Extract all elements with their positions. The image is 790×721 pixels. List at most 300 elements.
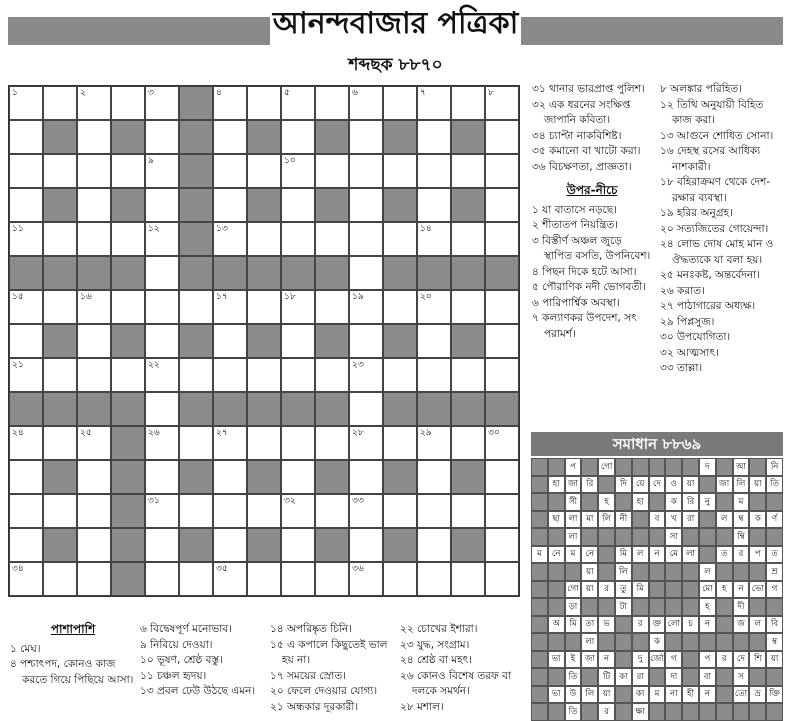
solution-cell [649, 598, 666, 616]
grid-cell[interactable] [43, 290, 77, 324]
grid-cell[interactable] [43, 222, 77, 256]
grid-cell[interactable] [451, 290, 485, 324]
grid-cell[interactable] [315, 494, 349, 528]
grid-cell[interactable] [315, 358, 349, 392]
grid-cell[interactable] [145, 392, 179, 426]
solution-cell [598, 476, 615, 494]
block-cell [179, 154, 213, 188]
grid-cell[interactable] [281, 290, 315, 324]
solution-cell [682, 528, 699, 546]
block-cell [315, 528, 349, 562]
grid-cell[interactable] [9, 562, 43, 596]
solution-cell [699, 546, 716, 564]
grid-cell[interactable] [349, 290, 383, 324]
across-clue: ১৪ অপরিষ্কৃত চিনি। [270, 623, 352, 635]
grid-cell[interactable] [451, 494, 485, 528]
block-cell [451, 120, 485, 154]
solution-cell: নে [581, 546, 598, 564]
grid-cell[interactable] [485, 324, 519, 358]
block-cell [179, 222, 213, 256]
grid-cell[interactable] [213, 562, 247, 596]
grid-cell[interactable] [349, 324, 383, 358]
grid-cell[interactable] [417, 494, 451, 528]
down-clue: ২৫ মনঃকষ্ট, অন্তর্বেদনা। [660, 269, 760, 281]
grid-cell[interactable] [9, 86, 43, 120]
solution-cell [615, 686, 632, 704]
across-clue: ২০ ফেলে দেওয়ার যোগ্য। [270, 685, 378, 697]
grid-cell[interactable] [213, 120, 247, 154]
clue-number: ৩১ [148, 496, 160, 506]
solution-cell [749, 563, 766, 581]
grid-cell[interactable] [349, 120, 383, 154]
grid-cell[interactable] [111, 86, 145, 120]
block-cell [315, 392, 349, 426]
grid-cell[interactable] [9, 528, 43, 562]
block-cell [43, 324, 77, 358]
grid-cell[interactable] [9, 154, 43, 188]
grid-cell[interactable] [383, 222, 417, 256]
grid-cell[interactable] [349, 562, 383, 596]
grid-cell[interactable] [145, 494, 179, 528]
solution-cell: ন [649, 546, 666, 564]
grid-cell[interactable] [281, 460, 315, 494]
grid-cell[interactable] [281, 426, 315, 460]
grid-cell[interactable] [315, 86, 349, 120]
down-clue: ১ যা বাতাসে নড়ছে। [532, 203, 617, 216]
solution-cell: ভ [598, 616, 615, 634]
grid-cell[interactable] [417, 188, 451, 222]
grid-cell[interactable] [485, 426, 519, 460]
grid-cell[interactable] [417, 358, 451, 392]
block-cell [383, 460, 417, 494]
grid-cell[interactable] [281, 562, 315, 596]
solution-cell: ম [733, 493, 750, 511]
grid-cell[interactable] [451, 358, 485, 392]
solution-cell [598, 598, 615, 616]
solution-cell: বি [766, 616, 783, 634]
block-cell [383, 324, 417, 358]
down-clue: ৪ পিছন দিকে হটে আসা। [532, 265, 637, 278]
grid-cell[interactable] [383, 290, 417, 324]
grid-cell[interactable] [417, 222, 451, 256]
grid-cell[interactable] [111, 154, 145, 188]
grid-cell[interactable] [247, 86, 281, 120]
grid-cell[interactable] [111, 222, 145, 256]
grid-cell[interactable] [281, 222, 315, 256]
solution-cell [598, 528, 615, 546]
solution-cell [649, 668, 666, 686]
grid-cell[interactable] [179, 494, 213, 528]
block-cell [281, 392, 315, 426]
block-cell [315, 256, 349, 290]
grid-cell[interactable] [485, 562, 519, 596]
grid-cell[interactable] [417, 86, 451, 120]
grid-cell[interactable] [145, 222, 179, 256]
solution-cell [766, 493, 783, 511]
grid-cell[interactable] [213, 324, 247, 358]
solution-cell: গো [565, 581, 582, 599]
grid-cell[interactable] [485, 120, 519, 154]
grid-cell[interactable] [451, 562, 485, 596]
grid-cell[interactable] [485, 154, 519, 188]
solution-cell [615, 528, 632, 546]
grid-cell[interactable] [179, 290, 213, 324]
grid-cell[interactable] [349, 256, 383, 290]
grid-cell[interactable] [179, 358, 213, 392]
grid-cell[interactable] [9, 460, 43, 494]
down-clue: ৭ কল্যাণকর উপদেশ, সৎ পরামর্শ। [532, 312, 637, 340]
solution-cell: ক [749, 511, 766, 529]
grid-cell[interactable] [281, 120, 315, 154]
solution-cell [665, 458, 682, 476]
grid-cell[interactable] [417, 154, 451, 188]
block-cell [111, 528, 145, 562]
grid-cell[interactable] [9, 358, 43, 392]
down-clue: ৩২ আত্মসাৎ। [660, 346, 719, 359]
solution-cell [766, 703, 783, 721]
newspaper-title: আনন্দবাজার পত্রিকা [272, 6, 519, 41]
grid-cell[interactable] [179, 426, 213, 460]
solution-cell: মে [665, 546, 682, 564]
grid-cell[interactable] [247, 222, 281, 256]
solution-cell: ন [699, 686, 716, 704]
grid-cell[interactable] [213, 154, 247, 188]
solution-cell [548, 528, 565, 546]
grid-cell[interactable] [213, 460, 247, 494]
grid-cell[interactable] [417, 426, 451, 460]
block-cell [417, 256, 451, 290]
solution-cell: ল [716, 511, 733, 529]
grid-cell[interactable] [281, 324, 315, 358]
solution-cell [581, 528, 598, 546]
grid-cell[interactable] [247, 358, 281, 392]
solution-cell: লা [565, 528, 582, 546]
grid-cell[interactable] [213, 494, 247, 528]
grid-cell[interactable] [43, 154, 77, 188]
clue-number: ১ [12, 88, 18, 98]
across-clue: ৯ নিবিয়ে দেওয়া। [140, 638, 213, 651]
solution-cell: ভা [548, 651, 565, 669]
grid-cell[interactable] [485, 188, 519, 222]
grid-cell[interactable] [315, 154, 349, 188]
solution-cell: দে [733, 651, 750, 669]
grid-cell[interactable] [383, 358, 417, 392]
grid-cell[interactable] [281, 494, 315, 528]
grid-cell[interactable] [9, 188, 43, 222]
solution-cell: হী [682, 686, 699, 704]
block-cell [315, 460, 349, 494]
solution-cell [531, 633, 548, 651]
grid-cell[interactable] [451, 426, 485, 460]
solution-cell [615, 651, 632, 669]
solution-cell: ম্ব [733, 511, 750, 529]
header-band-right [521, 17, 783, 45]
block-cell [111, 460, 145, 494]
grid-cell[interactable] [485, 290, 519, 324]
block-cell [179, 256, 213, 290]
grid-cell[interactable] [145, 290, 179, 324]
solution-cell: বা [699, 668, 716, 686]
grid-cell[interactable] [213, 290, 247, 324]
grid-cell[interactable] [145, 460, 179, 494]
grid-cell[interactable] [111, 358, 145, 392]
grid-cell[interactable] [43, 494, 77, 528]
solution-cell: সা [665, 528, 682, 546]
grid-cell[interactable] [77, 120, 111, 154]
grid-cell[interactable] [349, 426, 383, 460]
solution-cell: ছা [548, 511, 565, 529]
grid-cell[interactable] [349, 392, 383, 426]
grid-cell[interactable] [77, 222, 111, 256]
grid-cell[interactable] [77, 324, 111, 358]
solution-cell: গো [598, 458, 615, 476]
block-cell [179, 120, 213, 154]
block-cell [451, 528, 485, 562]
solution-cell [581, 598, 598, 616]
down-clue: ২৯ পিপ্লসুজ। [660, 315, 715, 328]
solution-cell [749, 633, 766, 651]
grid-cell[interactable] [417, 528, 451, 562]
grid-cell[interactable] [9, 494, 43, 528]
block-cell [247, 528, 281, 562]
grid-cell[interactable] [349, 528, 383, 562]
grid-cell[interactable] [77, 154, 111, 188]
grid-cell[interactable] [349, 460, 383, 494]
grid-cell[interactable] [247, 154, 281, 188]
grid-cell[interactable] [281, 86, 315, 120]
grid-cell[interactable] [213, 222, 247, 256]
solution-cell [682, 581, 699, 599]
grid-cell[interactable] [281, 528, 315, 562]
across-clue: ২২ চোখের ইশারা। [400, 623, 478, 635]
grid-cell[interactable] [247, 426, 281, 460]
block-cell [383, 392, 417, 426]
block-cell [43, 528, 77, 562]
grid-cell[interactable] [43, 426, 77, 460]
grid-cell[interactable] [485, 460, 519, 494]
grid-cell[interactable] [417, 290, 451, 324]
solution-cell: ড়া [565, 598, 582, 616]
solution-cell [749, 668, 766, 686]
clue-number: ২৪ [12, 428, 24, 438]
grid-cell[interactable] [451, 86, 485, 120]
solution-cell [632, 598, 649, 616]
across-clue: ২৮ মশাল। [400, 700, 444, 713]
solution-cell: ও [665, 476, 682, 494]
grid-cell[interactable] [213, 188, 247, 222]
grid-cell[interactable] [349, 154, 383, 188]
solution-cell [682, 651, 699, 669]
solution-cell [531, 686, 548, 704]
grid-cell[interactable] [111, 290, 145, 324]
grid-cell[interactable] [349, 188, 383, 222]
solution-cell: মো [699, 581, 716, 599]
solution-cell [733, 563, 750, 581]
grid-cell[interactable] [77, 460, 111, 494]
grid-cell[interactable] [77, 290, 111, 324]
grid-cell[interactable] [9, 120, 43, 154]
block-cell [179, 460, 213, 494]
grid-cell[interactable] [77, 528, 111, 562]
grid-cell[interactable] [485, 222, 519, 256]
solution-cell [665, 563, 682, 581]
clue-number: ২৯ [420, 428, 432, 438]
solution-cell: নী [615, 511, 632, 529]
grid-cell[interactable] [43, 86, 77, 120]
grid-cell[interactable] [213, 86, 247, 120]
grid-cell[interactable] [9, 426, 43, 460]
down-clue: ২৭ পাঠাগারের অধ্যক্ষ। [660, 300, 756, 312]
solution-cell [548, 563, 565, 581]
clue-number: ৫ [284, 88, 290, 98]
grid-cell[interactable] [383, 562, 417, 596]
solution-cell: ম [565, 546, 582, 564]
grid-cell[interactable] [145, 528, 179, 562]
clue-number: ২০ [420, 292, 432, 302]
across-clue: ১১ চঞ্চল হৃদয়। [140, 669, 207, 682]
grid-cell[interactable] [145, 86, 179, 120]
solution-cell: টা [615, 598, 632, 616]
grid-cell[interactable] [383, 494, 417, 528]
grid-cell[interactable] [247, 562, 281, 596]
solution-cell: শি [749, 651, 766, 669]
crossword-grid[interactable] [8, 85, 520, 597]
grid-cell[interactable] [281, 188, 315, 222]
down-clue: ১৮ বহিরাক্রমণ থেকে দেশ-রক্ষার ব্যবস্থা। [660, 176, 771, 204]
block-cell [179, 86, 213, 120]
grid-cell[interactable] [349, 222, 383, 256]
grid-cell[interactable] [213, 426, 247, 460]
grid-cell[interactable] [43, 562, 77, 596]
solution-cell: টি [598, 668, 615, 686]
solution-cell [565, 563, 582, 581]
across-clues-col3 [270, 622, 398, 715]
solution-cell: দি [615, 476, 632, 494]
solution-cell [548, 458, 565, 476]
grid-cell[interactable] [281, 154, 315, 188]
grid-cell[interactable] [77, 562, 111, 596]
solution-cell: দী [733, 598, 750, 616]
grid-cell[interactable] [383, 426, 417, 460]
solution-cell [649, 563, 666, 581]
solution-cell [716, 686, 733, 704]
block-cell [383, 188, 417, 222]
across-clue: ৩৪ চ্যাপ্টা নাকবিশিষ্ট। [532, 129, 622, 142]
clue-number: ৩৩ [352, 496, 364, 506]
grid-cell[interactable] [315, 426, 349, 460]
solution-cell [682, 598, 699, 616]
block-cell [111, 324, 145, 358]
grid-cell[interactable] [145, 562, 179, 596]
grid-cell[interactable] [281, 358, 315, 392]
grid-cell[interactable] [145, 154, 179, 188]
solution-cell [649, 493, 666, 511]
grid-cell[interactable] [9, 324, 43, 358]
grid-cell[interactable] [315, 222, 349, 256]
grid-cell[interactable] [145, 256, 179, 290]
across-clue: ৩২ এক ধরনের সংক্ষিপ্ত জাপানি কবিতা। [532, 98, 631, 126]
block-cell [9, 392, 43, 426]
grid-cell[interactable] [349, 358, 383, 392]
grid-cell[interactable] [77, 86, 111, 120]
grid-cell[interactable] [451, 222, 485, 256]
grid-cell[interactable] [383, 86, 417, 120]
grid-cell[interactable] [417, 120, 451, 154]
grid-cell[interactable] [315, 562, 349, 596]
clue-number: ১৮ [284, 292, 296, 302]
grid-cell[interactable] [77, 358, 111, 392]
solution-cell: জা [716, 476, 733, 494]
clue-number: ৮ [488, 88, 494, 98]
solution-cell [581, 493, 598, 511]
grid-cell[interactable] [417, 460, 451, 494]
grid-cell[interactable] [77, 426, 111, 460]
solution-cell: ল [699, 563, 716, 581]
solution-cell: দে [649, 476, 666, 494]
grid-cell[interactable] [417, 562, 451, 596]
puzzle-title: শব্দছক ৮৮৭০ [348, 55, 443, 75]
grid-cell[interactable] [349, 86, 383, 120]
grid-cell[interactable] [145, 426, 179, 460]
solution-cell [615, 633, 632, 651]
solution-cell: তি [565, 668, 582, 686]
grid-cell[interactable] [9, 290, 43, 324]
block-cell [213, 256, 247, 290]
solution-cell [531, 511, 548, 529]
solution-cell: ম্বি [733, 528, 750, 546]
clue-number: ৪ [216, 88, 222, 98]
solution-cell: ল [749, 616, 766, 634]
grid-cell[interactable] [485, 358, 519, 392]
grid-cell[interactable] [213, 528, 247, 562]
solution-cell: ন [598, 651, 615, 669]
solution-cell: চ [682, 616, 699, 634]
grid-cell[interactable] [145, 188, 179, 222]
solution-cell [716, 493, 733, 511]
solution-cell: ক [649, 633, 666, 651]
grid-cell[interactable] [417, 324, 451, 358]
solution-cell [649, 703, 666, 721]
block-cell [179, 324, 213, 358]
grid-cell[interactable] [9, 222, 43, 256]
grid-cell[interactable] [315, 290, 349, 324]
grid-cell[interactable] [247, 290, 281, 324]
grid-cell[interactable] [43, 358, 77, 392]
grid-cell[interactable] [349, 494, 383, 528]
grid-cell[interactable] [383, 154, 417, 188]
grid-cell[interactable] [179, 562, 213, 596]
grid-cell[interactable] [213, 358, 247, 392]
grid-cell[interactable] [247, 494, 281, 528]
grid-cell[interactable] [451, 154, 485, 188]
grid-cell[interactable] [485, 528, 519, 562]
grid-cell[interactable] [77, 494, 111, 528]
grid-cell[interactable] [145, 358, 179, 392]
solution-cell: লো [665, 616, 682, 634]
across-clue: ১৩ প্রবল ঢেউ উঠছে এমন। [140, 685, 256, 697]
solution-cell: হ [716, 581, 733, 599]
clue-number: ৯ [148, 156, 154, 166]
block-cell [43, 120, 77, 154]
grid-cell[interactable] [77, 188, 111, 222]
solution-cell [598, 563, 615, 581]
solution-cell [548, 633, 565, 651]
grid-cell[interactable] [485, 86, 519, 120]
grid-cell[interactable] [145, 324, 179, 358]
grid-cell[interactable] [485, 494, 519, 528]
grid-cell[interactable] [145, 120, 179, 154]
solution-cell [733, 633, 750, 651]
